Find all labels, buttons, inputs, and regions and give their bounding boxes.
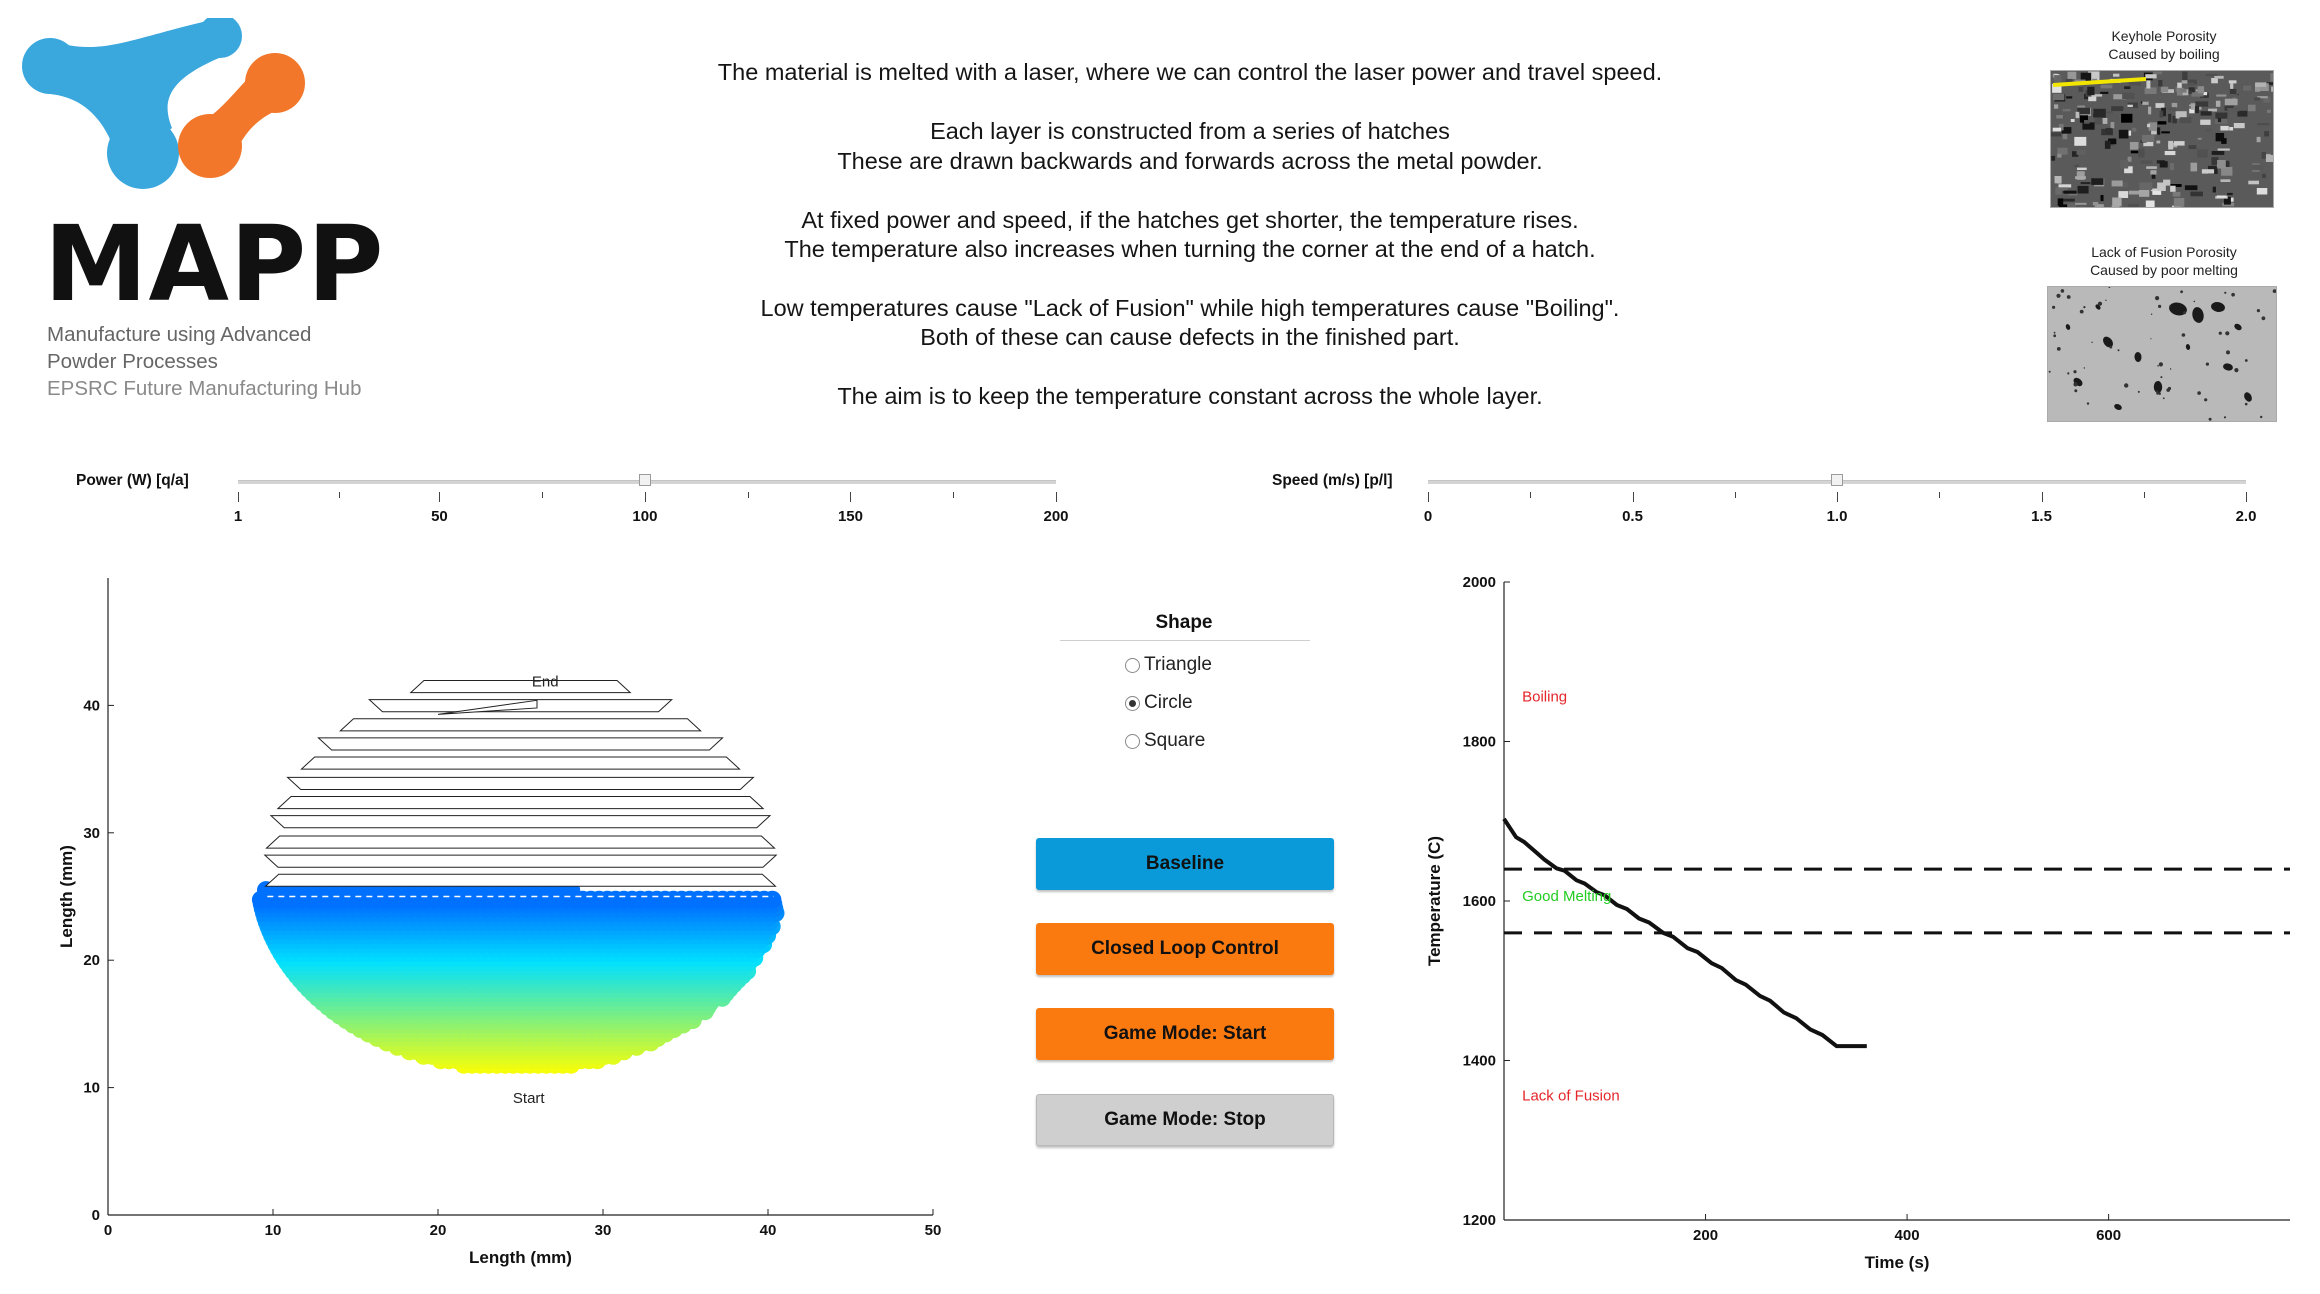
shape-option-square[interactable] (1125, 730, 1205, 752)
slider-minor-tick (1530, 492, 1531, 498)
keyhole-caption: Caused by boiling (2108, 46, 2220, 62)
keyhole-title: Keyhole Porosity (2111, 28, 2217, 44)
x-tick-label: 400 (1894, 1227, 1920, 1244)
x-axis-title: Length (mm) (469, 1248, 572, 1267)
slider-tick-label: 0.5 (1622, 508, 1643, 525)
lack-of-fusion-porosity-image (2047, 286, 2277, 422)
slider-tick-label: 200 (1043, 508, 1069, 525)
description-line-5: The temperature also increases when turning the corner at the end of a hatch. (784, 236, 1596, 262)
power-slider-label: Power (W) [q/a] (76, 472, 189, 489)
closed-loop-control-button[interactable]: Closed Loop Control (1036, 923, 1334, 975)
region-label: Lack of Fusion (1522, 1087, 1620, 1105)
hatch-outline (266, 836, 774, 848)
x-tick-label: 200 (1693, 1227, 1719, 1244)
slider-tick (2246, 492, 2247, 502)
x-axis-title: Time (s) (1864, 1253, 1930, 1272)
x-tick-label: 40 (759, 1222, 777, 1239)
y-tick-label: 20 (83, 952, 100, 970)
hatch-outline (271, 816, 770, 828)
slider-tick (439, 492, 440, 502)
slider-minor-tick (748, 492, 749, 498)
temperature-time-plot (1400, 560, 2300, 1280)
slider-minor-tick (542, 492, 543, 498)
description-line-6: Low temperatures cause "Lack of Fusion" while high temperatures cause "Boiling". (760, 295, 1620, 321)
slider-tick (1056, 492, 1057, 502)
baseline-button[interactable]: Baseline (1036, 838, 1334, 890)
game-mode-start-button[interactable]: Game Mode: Start (1036, 1008, 1334, 1060)
speed-slider[interactable] (1423, 478, 2257, 538)
x-tick-label: 10 (264, 1222, 282, 1239)
slider-minor-tick (953, 492, 954, 498)
radio-button-icon[interactable] (1125, 658, 1140, 673)
description-line-4: At fixed power and speed, if the hatches get shorter, the temperature rises. (801, 207, 1579, 233)
y-tick-label: 1200 (1462, 1212, 1496, 1229)
x-tick-label: 600 (2096, 1227, 2122, 1244)
y-axis-title: Length (mm) (57, 845, 76, 948)
hatch-outline (318, 738, 722, 750)
x-tick-label: 30 (594, 1222, 612, 1239)
slider-tick-label: 1.0 (1826, 508, 1848, 525)
annotation-end: End (531, 673, 559, 691)
hatch-outline (301, 757, 739, 769)
y-tick-label: 1400 (1462, 1052, 1496, 1070)
shape-panel-title: Shape (1155, 612, 1213, 633)
y-tick-label: 30 (83, 824, 100, 842)
hatch-outline (278, 796, 763, 808)
slider-tick (2042, 492, 2043, 502)
slider-minor-tick (1939, 492, 1940, 498)
region-label: Boiling (1522, 688, 1568, 706)
x-tick-label: 0 (103, 1222, 113, 1239)
logo-line-3: EPSRC Future Manufacturing Hub (47, 377, 362, 400)
shape-panel-divider (1060, 640, 1310, 641)
shape-option-label: Circle (1144, 692, 1193, 713)
y-tick-label: 1600 (1462, 893, 1496, 910)
radio-button-icon[interactable] (1125, 734, 1140, 749)
slider-tick (1633, 492, 1634, 502)
region-label: Good Melting (1522, 888, 1612, 905)
slider-tick (1428, 492, 1429, 502)
slider-tick-label: 2.0 (2235, 508, 2257, 525)
slider-minor-tick (2144, 492, 2145, 498)
slider-minor-tick (339, 492, 340, 498)
y-axis-title: Temperature (C) (1425, 835, 1444, 967)
description-line-3: These are drawn backwards and forwards across the metal powder. (837, 148, 1543, 174)
y-tick-label: 1800 (1462, 733, 1496, 751)
y-tick-label: 0 (91, 1207, 100, 1224)
slider-tick (645, 492, 646, 502)
logo-line-2: Powder Processes (47, 350, 218, 373)
slider-tick-label: 150 (837, 508, 863, 525)
logo-line-1: Manufacture using Advanced (47, 323, 312, 346)
slider-tick-label: 1.5 (2031, 508, 2052, 525)
shape-option-circle[interactable] (1125, 692, 1193, 714)
speed-slider-label: Speed (m/s) [p/l] (1272, 472, 1393, 489)
shape-option-label: Triangle (1144, 654, 1212, 675)
hatch-outline (411, 681, 631, 693)
x-tick-label: 20 (429, 1222, 447, 1239)
description-line-7: Both of these can cause defects in the finished part. (920, 324, 1460, 350)
keyhole-porosity-image (2050, 70, 2274, 208)
hatch-outline (266, 874, 776, 886)
fusion-caption: Caused by poor melting (2090, 262, 2238, 278)
slider-tick-label: 1 (233, 508, 243, 525)
y-tick-label: 10 (83, 1079, 100, 1097)
power-slider[interactable] (233, 478, 1069, 538)
fusion-title: Lack of Fusion Porosity (2091, 244, 2237, 260)
layer-hatch-plot (40, 560, 960, 1280)
logo-orange-molecule-icon (178, 53, 305, 178)
slider-minor-tick (1735, 492, 1736, 498)
slider-tick (1837, 492, 1838, 502)
melt-point (763, 891, 781, 909)
annotation-start: Start (512, 1089, 545, 1107)
hatch-outline (288, 777, 754, 789)
slider-tick (238, 492, 239, 502)
y-tick-label: 2000 (1462, 574, 1496, 591)
logo-wordmark: MAPP (44, 203, 385, 325)
slider-tick-label: 50 (431, 508, 448, 525)
description-line-2: Each layer is constructed from a series of hatches (930, 118, 1450, 144)
y-tick-label: 40 (83, 697, 100, 715)
mapp-logo-graphic (20, 18, 350, 193)
power-slider-thumb[interactable] (639, 474, 651, 486)
slider-tick (850, 492, 851, 502)
speed-slider-thumb[interactable] (1831, 474, 1843, 486)
slider-tick-label: 0 (1423, 508, 1433, 525)
description-line-1: The material is melted with a laser, where we can control the laser power and travel speed. (717, 59, 1663, 85)
hatch-outline (340, 719, 700, 731)
shape-option-label: Square (1144, 730, 1206, 751)
radio-button-icon[interactable] (1125, 696, 1140, 711)
description-line-8: The aim is to keep the temperature constant across the whole layer. (837, 383, 1543, 409)
hatch-outline (265, 855, 776, 867)
x-tick-label: 50 (924, 1222, 942, 1239)
game-mode-stop-button[interactable]: Game Mode: Stop (1036, 1094, 1334, 1146)
slider-tick-label: 100 (632, 508, 658, 525)
shape-option-triangle[interactable] (1125, 654, 1212, 676)
